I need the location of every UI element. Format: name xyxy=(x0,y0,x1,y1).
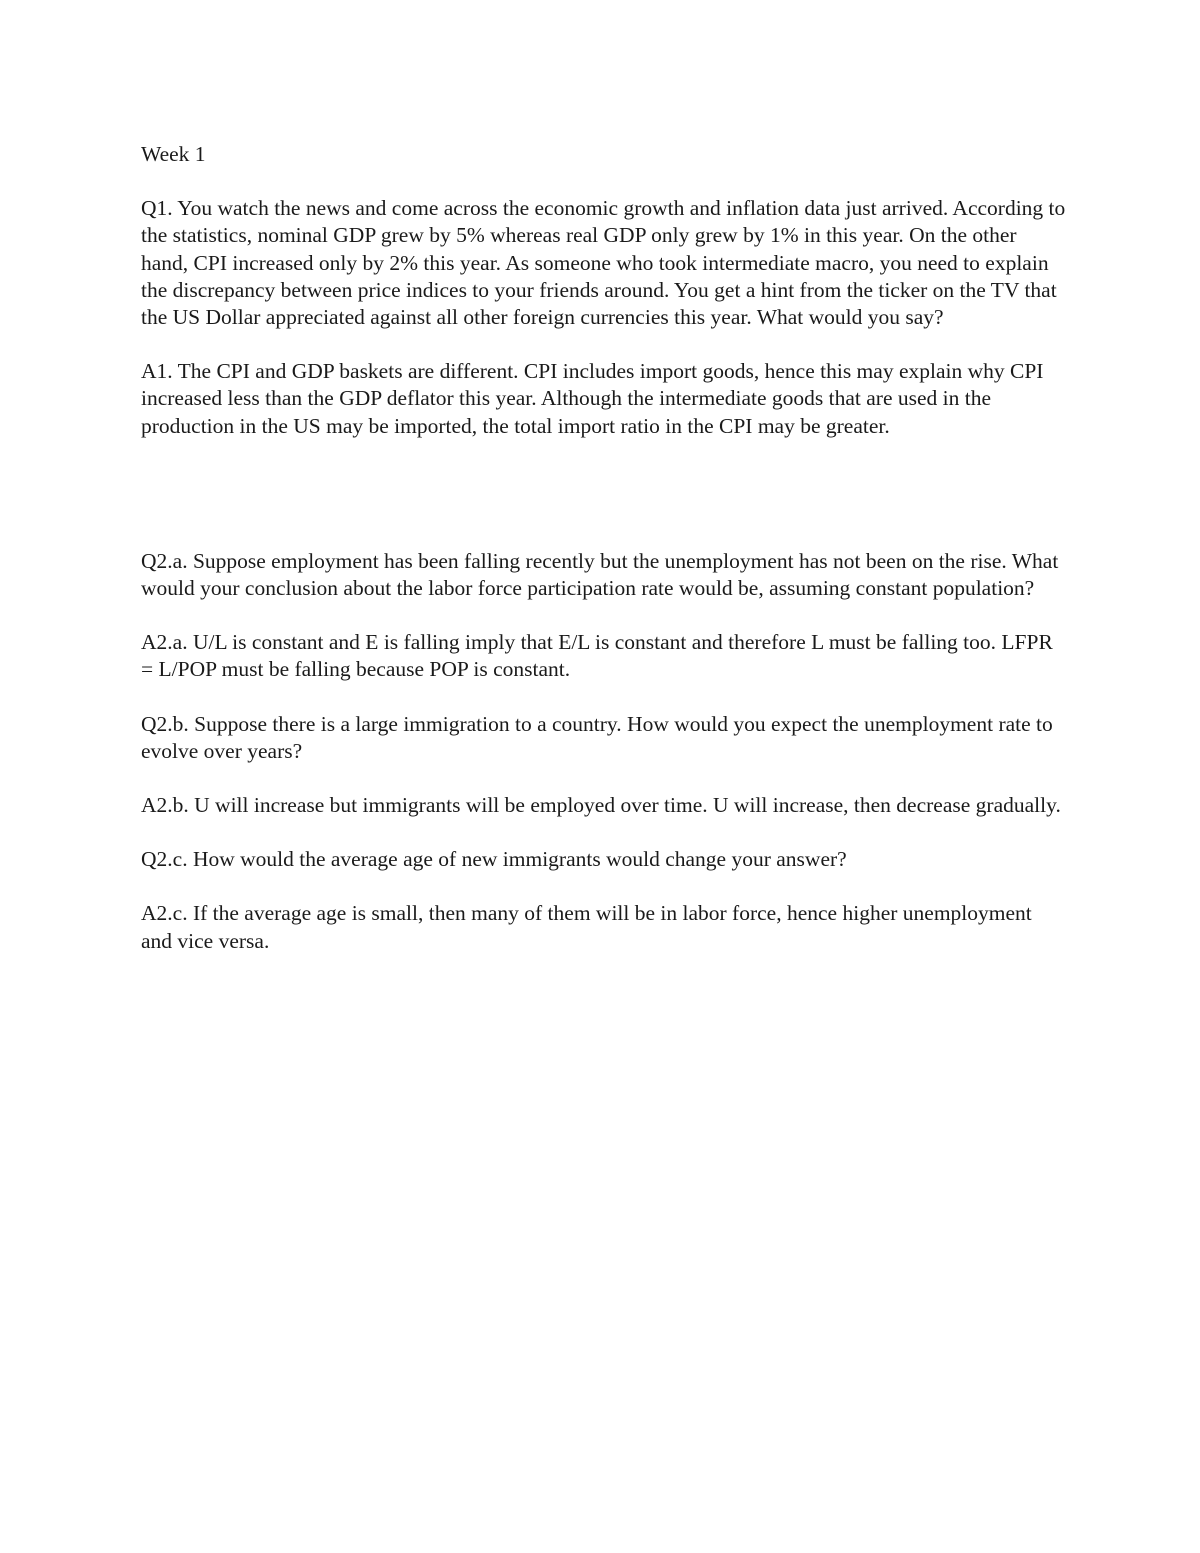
answer-2b: A2.b. U will increase but immigrants will be employed over time. U will increase, then decrease gradually. xyxy=(141,793,1061,818)
answer-2a: A2.a. U/L is constant and E is falling imply that E/L is constant and therefore L must be falling too. LFPR = L/POP must be falling because POP is constant. xyxy=(141,630,1053,682)
question-1: Q1. You watch the news and come across the economic growth and inflation data just arrived. According to the statistics, nominal GDP grew by 5% whereas real GDP only grew by 1% in this year. On the other hand, CPI increased only by 2% this year. As someone who took intermediate macro, you need to explain the discrepancy between price indices to your friends around. You get a hint from the ticker on the TV that the US Dollar appreciated against all other foreign currencies this year. What would you say? xyxy=(141,196,1066,330)
answer-1: A1. The CPI and GDP baskets are different. CPI includes import goods, hence this may explain why CPI increased less than the GDP deflator this year. Although the intermediate goods that are used in the production in the US may be imported, the total import ratio in the CPI may be greater. xyxy=(141,359,1044,438)
document-body xyxy=(141,141,1066,955)
question-2a: Q2.a. Suppose employment has been falling recently but the unemployment has not been on the rise. What would your conclusion about the labor force participation rate would be, assuming constant population? xyxy=(141,548,1059,601)
question-2b: Q2.b. Suppose there is a large immigration to a country. How would you expect the unemployment rate to evolve over years? xyxy=(141,711,1053,763)
question-2c: Q2.c. How would the average age of new immigrants would change your answer? xyxy=(141,847,847,872)
answer-2c: A2.c. If the average age is small, then many of them will be in labor force, hence higher unemployment and vice versa. xyxy=(141,901,1032,953)
page-title: Week 1 xyxy=(141,142,206,166)
